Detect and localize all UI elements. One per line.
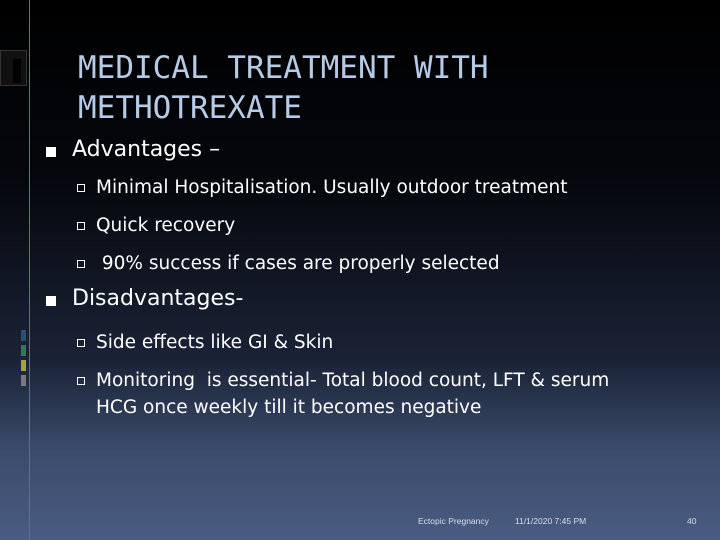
accent-swatch-blue: [21, 330, 26, 341]
list-item: 90% success if cases are properly selected: [96, 253, 500, 274]
bullet-hollow-square-icon: [77, 260, 85, 268]
bullet-square-icon: [46, 296, 56, 306]
section-heading-disadvantages: Disadvantages-: [72, 286, 244, 311]
footer-date: 11/1/2020 7:45 PM: [515, 516, 587, 526]
corner-decoration-bar: [13, 59, 21, 83]
bullet-hollow-square-icon: [77, 339, 85, 347]
corner-decoration: [0, 50, 27, 86]
list-item: Minimal Hospitalisation. Usually outdoor treatment: [96, 177, 568, 198]
accent-swatch-green: [21, 345, 26, 356]
page-number: 40: [687, 516, 697, 526]
bullet-hollow-square-icon: [77, 377, 85, 385]
left-divider-line: [29, 0, 30, 540]
slide-title: MEDICAL TREATMENT WITH METHOTREXATE: [78, 50, 489, 126]
footer-topic: Ectopic Pregnancy: [418, 516, 489, 526]
accent-swatch-gray: [21, 375, 26, 386]
section-heading-advantages: Advantages –: [72, 137, 221, 162]
list-item: Side effects like GI & Skin: [96, 332, 334, 353]
bullet-hollow-square-icon: [77, 222, 85, 230]
accent-swatch-yellow: [21, 360, 26, 371]
list-item: Monitoring is essential- Total blood count, LFT & serum HCG once weekly till it becomes negative: [96, 370, 616, 418]
bullet-hollow-square-icon: [77, 184, 85, 192]
bullet-square-icon: [46, 147, 56, 157]
list-item: Quick recovery: [96, 215, 236, 236]
